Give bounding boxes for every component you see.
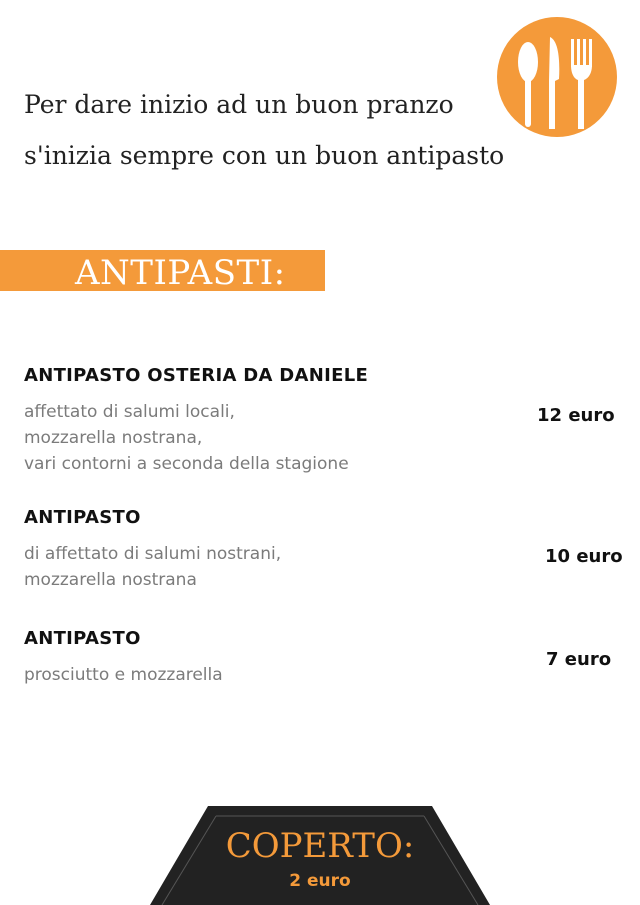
item-price-1: 12 euro (537, 405, 615, 426)
intro-line-1: Per dare inizio ad un buon pranzo (24, 90, 454, 119)
item-description (24, 541, 624, 593)
item-description (24, 399, 624, 477)
item-price-2: 10 euro (545, 546, 623, 567)
menu-item-1 (24, 365, 624, 477)
menu-item-2 (24, 507, 624, 593)
item-description (24, 662, 624, 688)
menu-item-3 (24, 628, 624, 688)
description-line: affettato di salumi locali, (24, 402, 235, 422)
intro-line-2: s'inizia sempre con un buon antipasto (24, 141, 505, 170)
cutlery-logo-icon (497, 17, 617, 137)
coperto-price: 2 euro (289, 871, 351, 891)
description-line: prosciutto e mozzarella (24, 665, 223, 685)
section-title: ANTIPASTI: (75, 253, 286, 293)
coperto-title: COPERTO: (225, 826, 415, 866)
item-title: ANTIPASTO OSTERIA DA DANIELE (24, 365, 369, 386)
item-title: ANTIPASTO (24, 628, 141, 649)
item-price-3: 7 euro (546, 649, 612, 670)
item-title: ANTIPASTO (24, 507, 141, 528)
description-line: mozzarella nostrana (24, 570, 197, 590)
description-line: di affettato di salumi nostrani, (24, 544, 282, 564)
description-line: mozzarella nostrana, (24, 428, 203, 448)
description-line: vari contorni a seconda della stagione (24, 454, 349, 474)
